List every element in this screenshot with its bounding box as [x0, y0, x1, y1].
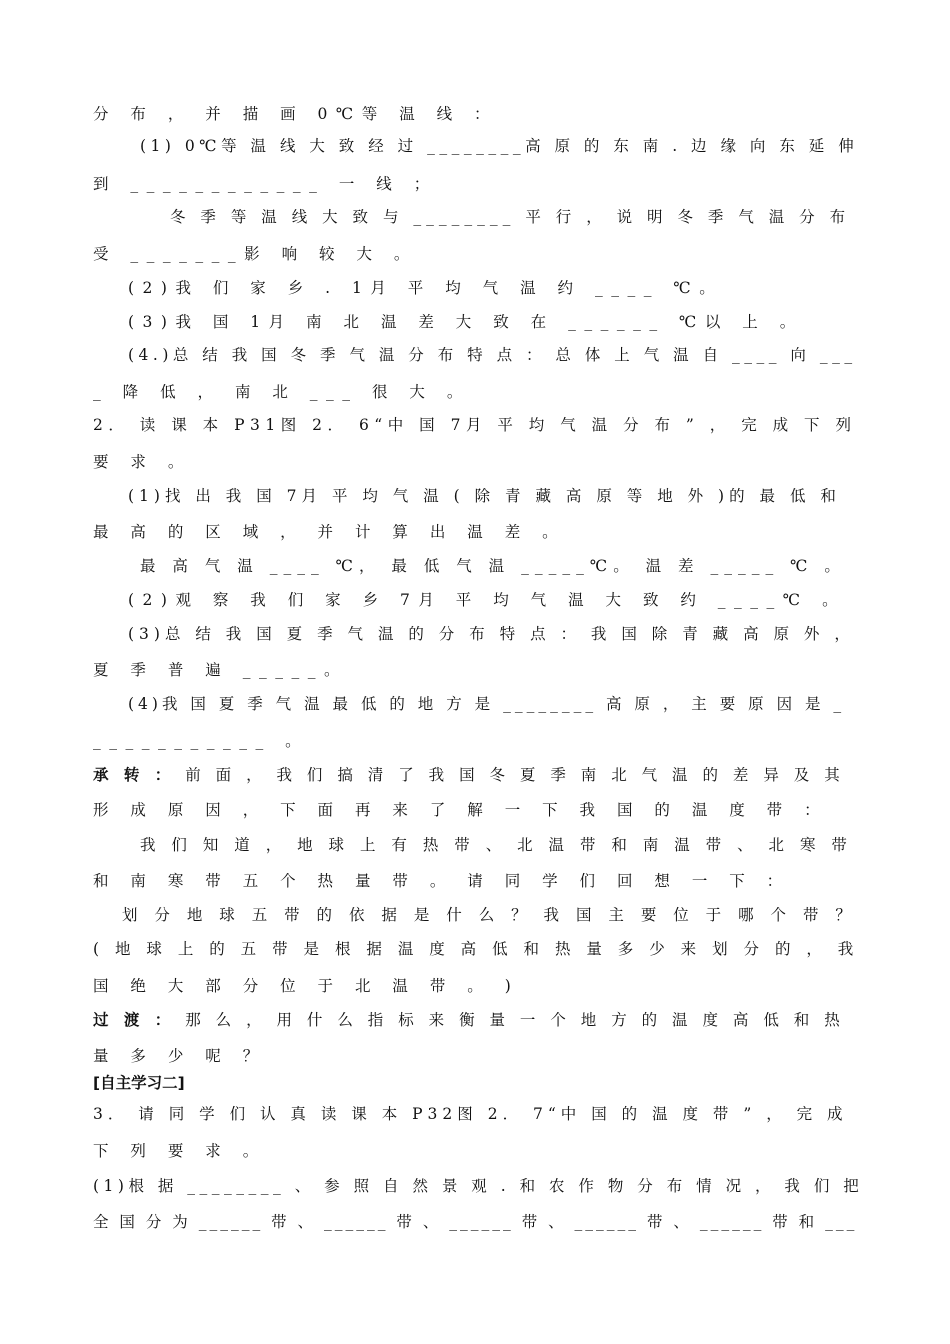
- text-line: (1) 0℃等 温 线 大 致 经 过 ________高 原 的 东 南 . 边 缘 向 东 延 伸: [140, 137, 859, 155]
- text-line: _ 降 低 ， 南 北 ___ 很 大 。: [93, 383, 471, 401]
- text-line: 最 高 气 温 ____ ℃， 最 低 气 温 _____℃。 温 差 _____ ℃ 。: [140, 557, 846, 575]
- text-line: 到 ____________ 一 线 ；: [93, 175, 438, 193]
- text-line: 冬 季 等 温 线 大 致 与 ________ 平 行 ， 说 明 冬 季 气 温 分 布: [170, 208, 851, 226]
- text-line: (4.)总 结 我 国 冬 季 气 温 分 布 特 点 ： 总 体 上 气 温 自 ____ 向 ___: [128, 346, 857, 364]
- text-line: ( 地 球 上 的 五 带 是 根 据 温 度 高 低 和 热 量 多 少 来 划 分 的 ， 我: [93, 940, 859, 958]
- section-heading: [自主学习二]: [93, 1074, 185, 1092]
- text-line: 受 _______影 响 较 大 。: [93, 245, 418, 263]
- text-line: 承 转 ： 前 面 ， 我 们 搞 清 了 我 国 冬 夏 季 南 北 气 温 的 差 异 及 其: [93, 766, 845, 784]
- text-line: (3)总 结 我 国 夏 季 气 温 的 分 布 特 点 ： 我 国 除 青 藏 高 原 外 ，: [128, 625, 855, 643]
- text-line: 量 多 少 呢 ？: [93, 1047, 267, 1065]
- text-line: (4)我 国 夏 季 气 温 最 低 的 地 方 是 ________ 高 原 ， 主 要 原 因 是 _: [128, 695, 846, 713]
- text-line: (1)根 据 ________ 、 参 照 自 然 景 观 . 和 农 作 物 分 布 情 况 ， 我 们 把: [93, 1177, 864, 1195]
- text-line: 和 南 寒 带 五 个 热 量 带 。 请 同 学 们 回 想 一 下 ：: [93, 872, 791, 890]
- transition-label: 承 转 ：: [93, 766, 176, 784]
- transition-label: 过 渡 ：: [93, 1011, 176, 1029]
- text-line: 过 渡 ： 那 么 ， 用 什 么 指 标 来 衡 量 一 个 地 方 的 温 度 高 低 和 热: [93, 1011, 845, 1029]
- text-line: 2． 读 课 本 P31图 2． 6“中 国 7月 平 均 气 温 分 布 ” ， 完 成 下 列: [93, 416, 857, 434]
- text-line: 形 成 原 因 ， 下 面 再 来 了 解 一 下 我 国 的 温 度 带 ：: [93, 801, 829, 819]
- text-line: ___________ 。: [93, 732, 310, 750]
- text-line: 我 们 知 道 ， 地 球 上 有 热 带 、 北 温 带 和 南 温 带 、 北 寒 带: [140, 836, 853, 854]
- text-line: 下 列 要 求 。: [93, 1142, 267, 1160]
- text-line: 全 国 分 为 ______ 带 、 ______ 带 、 ______ 带 、 ______ 带 、 ______ 带 和 ___: [93, 1213, 858, 1231]
- text-line: 夏 季 普 遍 _____。: [93, 661, 348, 679]
- text-line: (3)我 国 1月 南 北 温 差 大 致 在 ______ ℃以 上 。: [128, 313, 804, 331]
- text-line: 分 布 ， 并 描 画 0℃等 温 线 ：: [93, 105, 499, 123]
- text-line: (1)找 出 我 国 7月 平 均 气 温 ( 除 青 藏 高 原 等 地 外 )的 最 低 和: [128, 487, 841, 505]
- text-line: 国 绝 大 部 分 位 于 北 温 带 。 ): [93, 977, 520, 995]
- text-line: 最 高 的 区 域 ， 并 计 算 出 温 差 。: [93, 523, 567, 541]
- text-line: 要 求 。: [93, 453, 192, 471]
- text-line: (2)观 察 我 们 家 乡 7月 平 均 气 温 大 致 约 ____℃ 。: [128, 591, 847, 609]
- text-line: 3． 请 同 学 们 认 真 读 课 本 P32图 2． 7“中 国 的 温 度 带 ” ， 完 成: [93, 1105, 848, 1123]
- text-line: (2)我 们 家 乡 . 1月 平 均 气 温 约 ____ ℃。: [128, 279, 724, 297]
- text-line: 划 分 地 球 五 带 的 依 据 是 什 么 ？ 我 国 主 要 位 于 哪 个 带 ？: [122, 906, 857, 924]
